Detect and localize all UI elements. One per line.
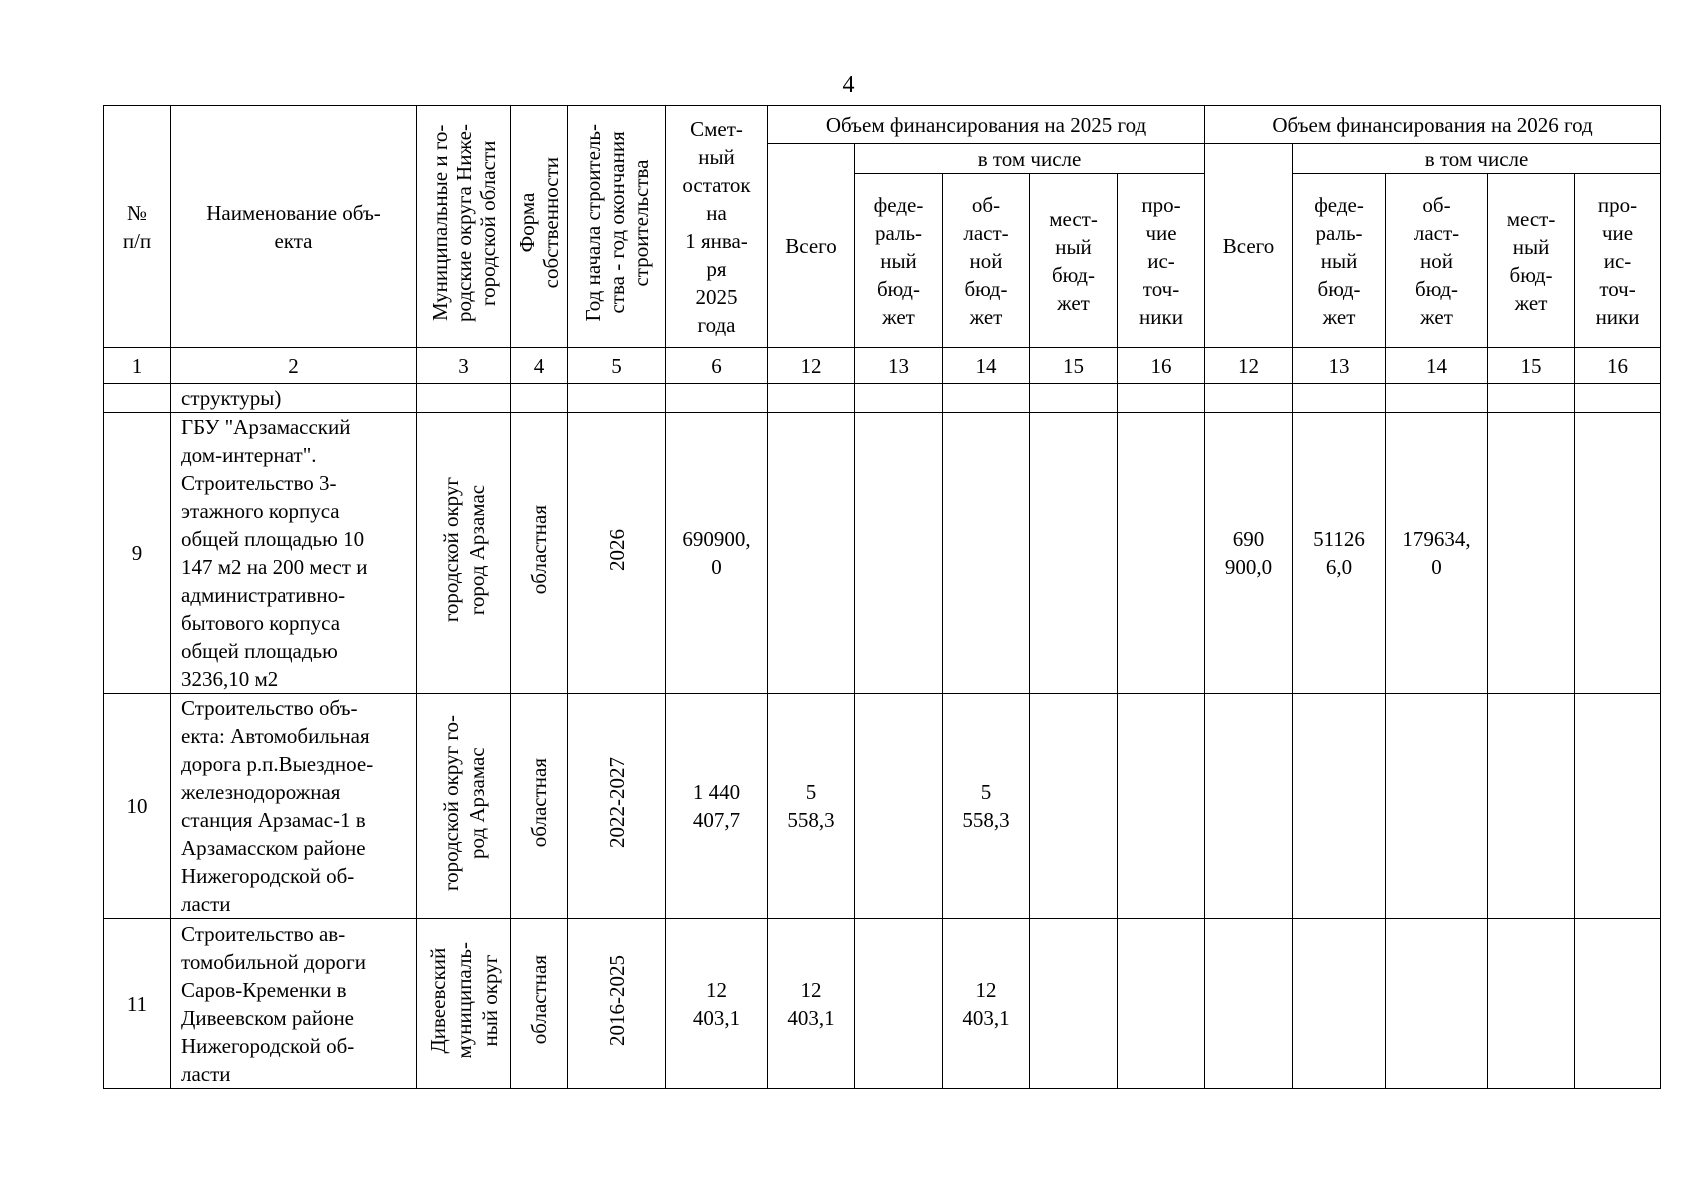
row-number: 11 — [104, 919, 171, 1089]
ownership-cell — [511, 694, 568, 919]
column-number: 3 — [417, 348, 511, 384]
ownership-cell — [511, 919, 568, 1089]
column-number: 6 — [666, 348, 768, 384]
column-number: 2 — [171, 348, 417, 384]
table-cell — [1030, 384, 1118, 413]
funding-2025-total: 12 403,1 — [768, 919, 855, 1089]
funding-2025-regional: 5 558,3 — [943, 694, 1030, 919]
funding-2026-total: 690 900,0 — [1205, 413, 1293, 694]
column-number: 16 — [1575, 348, 1661, 384]
funding-2025-federal — [855, 413, 943, 694]
funding-2026-regional — [1386, 694, 1488, 919]
header-municipality — [417, 106, 511, 348]
funding-2026-other — [1575, 413, 1661, 694]
row-number: 10 — [104, 694, 171, 919]
table-cell — [417, 384, 511, 413]
header-2025-local: мест- ный бюд- жет — [1030, 174, 1118, 348]
funding-2025-regional: 12 403,1 — [943, 919, 1030, 1089]
header-2025-total: Всего — [768, 144, 855, 348]
municipality: городской округ город Арзамас — [438, 476, 489, 623]
construction-years: 2016-2025 — [604, 954, 629, 1046]
funding-2025-local — [1030, 694, 1118, 919]
estimated-remainder: 690900, 0 — [666, 413, 768, 694]
funding-2025-total: 5 558,3 — [768, 694, 855, 919]
header-2026-total: Всего — [1205, 144, 1293, 348]
table-cell — [511, 384, 568, 413]
municipality-cell — [417, 919, 511, 1089]
funding-2025-regional — [943, 413, 1030, 694]
funding-2025-local — [1030, 413, 1118, 694]
funding-2025-federal — [855, 919, 943, 1089]
table-cell — [768, 384, 855, 413]
header-ownership-text: Форма собственности — [515, 157, 563, 289]
municipality: городской округ го- род Арзамас — [438, 714, 489, 891]
funding-2026-regional — [1386, 919, 1488, 1089]
column-number: 16 — [1118, 348, 1205, 384]
table-cell — [1488, 384, 1575, 413]
page-number: 4 — [842, 72, 855, 98]
header-group-2026: Объем финансирования на 2026 год — [1205, 106, 1661, 144]
municipality-cell — [417, 413, 511, 694]
funding-2026-local — [1488, 919, 1575, 1089]
header-object-name: Наименование объ- екта — [171, 106, 417, 348]
header-group-2025: Объем финансирования на 2025 год — [768, 106, 1205, 144]
header-row-1 — [104, 106, 1661, 144]
investment-program-table — [103, 105, 1661, 1089]
ownership: областная — [527, 757, 551, 848]
continuation-row — [104, 384, 1661, 413]
funding-2026-total — [1205, 919, 1293, 1089]
construction-years: 2026 — [604, 528, 629, 571]
funding-2025-other — [1118, 413, 1205, 694]
continuation-text: структуры) — [171, 384, 417, 413]
column-number: 5 — [568, 348, 666, 384]
funding-2026-federal — [1293, 919, 1386, 1089]
estimated-remainder: 1 440 407,7 — [666, 694, 768, 919]
table-cell — [855, 384, 943, 413]
funding-2026-local — [1488, 413, 1575, 694]
funding-2026-local — [1488, 694, 1575, 919]
header-years — [568, 106, 666, 348]
header-ownership — [511, 106, 568, 348]
column-number: 12 — [768, 348, 855, 384]
column-number: 13 — [1293, 348, 1386, 384]
table-cell — [943, 384, 1030, 413]
funding-2026-total — [1205, 694, 1293, 919]
funding-2025-federal — [855, 694, 943, 919]
table-cell — [568, 384, 666, 413]
header-2025-including: в том числе — [855, 144, 1205, 174]
header-2026-including: в том числе — [1293, 144, 1661, 174]
years-cell — [568, 919, 666, 1089]
table-cell — [104, 384, 171, 413]
header-remainder: Смет- ный остаток на 1 янва- ря 2025 года — [666, 106, 768, 348]
funding-2025-local — [1030, 919, 1118, 1089]
estimated-remainder: 12 403,1 — [666, 919, 768, 1089]
table-row — [104, 694, 1661, 919]
column-number: 15 — [1488, 348, 1575, 384]
table-cell — [1118, 384, 1205, 413]
column-number: 4 — [511, 348, 568, 384]
header-2026-other: про- чие ис- точ- ники — [1575, 174, 1661, 348]
municipality-cell — [417, 694, 511, 919]
column-number: 14 — [1386, 348, 1488, 384]
years-cell — [568, 413, 666, 694]
funding-2026-regional: 179634, 0 — [1386, 413, 1488, 694]
table-row — [104, 919, 1661, 1089]
column-number: 15 — [1030, 348, 1118, 384]
funding-2026-other — [1575, 919, 1661, 1089]
table-cell — [1386, 384, 1488, 413]
table-cell — [1575, 384, 1661, 413]
header-2025-other: про- чие ис- точ- ники — [1118, 174, 1205, 348]
funding-2025-other — [1118, 694, 1205, 919]
header-2026-local: мест- ный бюд- жет — [1488, 174, 1575, 348]
column-number-row — [104, 348, 1661, 384]
table-row — [104, 413, 1661, 694]
table-cell — [1205, 384, 1293, 413]
table-cell — [666, 384, 768, 413]
table-cell — [1293, 384, 1386, 413]
funding-2025-other — [1118, 919, 1205, 1089]
ownership: областная — [527, 504, 551, 595]
column-number: 1 — [104, 348, 171, 384]
funding-2026-federal — [1293, 694, 1386, 919]
header-2025-federal: феде- раль- ный бюд- жет — [855, 174, 943, 348]
header-municipality-text: Муниципальные и го- родские округа Ниже- городской области — [427, 124, 500, 322]
header-2026-federal: феде- раль- ный бюд- жет — [1293, 174, 1386, 348]
object-name: Строительство объ- екта: Автомобильная дорога р.п.Выездное- железнодорожная станция Арзамас-1 в Арзамасском районе Нижегородской об- ласти — [171, 694, 417, 919]
column-number: 13 — [855, 348, 943, 384]
column-number: 12 — [1205, 348, 1293, 384]
header-2026-regional: об- ласт- ной бюд- жет — [1386, 174, 1488, 348]
municipality: Дивеевский муниципаль- ный округ — [425, 941, 502, 1059]
funding-2026-other — [1575, 694, 1661, 919]
header-years-text: Год начала строитель- ства - год окончания строительства — [580, 124, 653, 322]
object-name: Строительство ав- томобильной дороги Саров-Кременки в Дивеевском районе Нижегородской об- ласти — [171, 919, 417, 1089]
funding-2025-total — [768, 413, 855, 694]
object-name: ГБУ "Арзамасский дом-интернат". Строительство 3- этажного корпуса общей площадью 10 147 м2 на 200 мест и административно- бытового корпуса общей площадью 3236,10 м2 — [171, 413, 417, 694]
row-number: 9 — [104, 413, 171, 694]
header-number: № п/п — [104, 106, 171, 348]
header-2025-regional: об- ласт- ной бюд- жет — [943, 174, 1030, 348]
construction-years: 2022-2027 — [604, 757, 629, 848]
column-number: 14 — [943, 348, 1030, 384]
ownership-cell — [511, 413, 568, 694]
ownership: областная — [527, 955, 551, 1045]
funding-2026-federal: 51126 6,0 — [1293, 413, 1386, 694]
years-cell — [568, 694, 666, 919]
